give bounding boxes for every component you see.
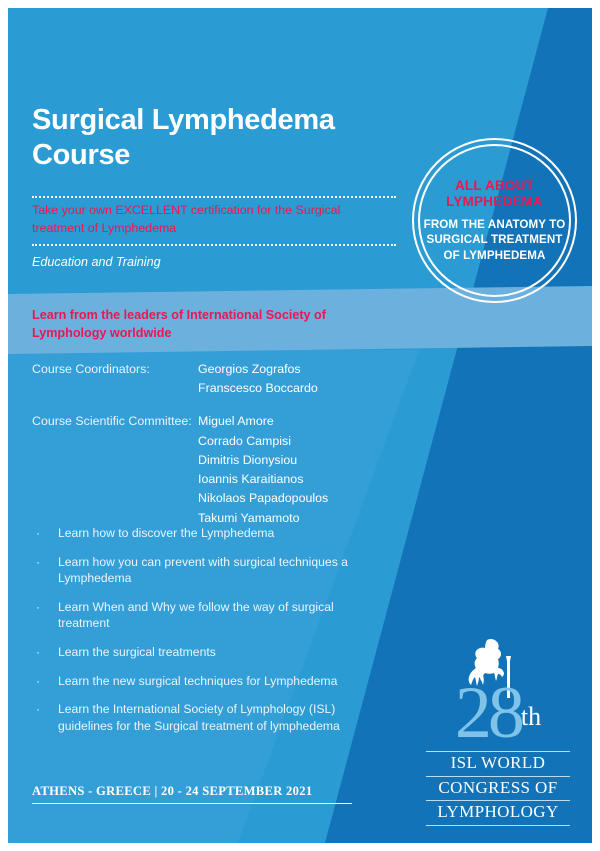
- logo-ordinal: th: [520, 702, 542, 731]
- logo-number-block: [418, 672, 578, 754]
- credit-row: [32, 360, 452, 398]
- logo-number: 28: [454, 672, 521, 754]
- list-item: [36, 599, 386, 632]
- credit-names: [198, 360, 318, 398]
- list-item: [36, 525, 386, 542]
- credit-name: Nikolaos Papadopoulos: [198, 491, 329, 506]
- learning-objectives-list: [36, 525, 386, 746]
- divider-top: [32, 196, 396, 198]
- divider-bottom: [32, 244, 396, 246]
- list-item: [36, 554, 386, 587]
- credit-row: [32, 412, 452, 527]
- list-item-text: Learn the surgical treatments: [58, 644, 216, 659]
- credit-name: Takumi Yamamoto: [198, 510, 300, 525]
- logo-text-line: LYMPHOLOGY: [426, 801, 570, 826]
- bullet-marker-icon: ·: [36, 599, 41, 614]
- list-item-text: Learn how you can prevent with surgical techniques a Lymphedema: [58, 554, 348, 586]
- all-about-lymphedema-badge: [412, 138, 577, 303]
- credit-label: Course Scientific Committee:: [32, 414, 192, 429]
- footer-location-date: ATHENS - GREECE | 20 - 24 SEPTEMBER 2021: [32, 784, 352, 804]
- badge-subtext: FROM THE ANATOMY TO SURGICAL TREATMENT OF LYMPHEDEMA: [423, 217, 566, 262]
- credit-name: Franscesco Boccardo: [198, 381, 318, 396]
- credit-name: Dimitris Dionysiou: [198, 452, 298, 467]
- credit-name: Corrado Campisi: [198, 433, 291, 448]
- logo-text-lines: [426, 751, 570, 826]
- credit-name: Ioannis Karaitianos: [198, 472, 304, 487]
- list-item-text: Learn the new surgical techniques for Lymphedema: [58, 673, 338, 688]
- credits-section: [32, 360, 452, 542]
- list-item: [36, 644, 386, 661]
- credit-name: Miguel Amore: [198, 414, 274, 429]
- bullet-marker-icon: ·: [36, 673, 41, 688]
- poster-canvas: [8, 8, 592, 843]
- list-item: [36, 673, 386, 690]
- list-item-text: Learn how to discover the Lymphedema: [58, 526, 275, 540]
- badge-headline: ALL ABOUT LYMPHEDEMA: [446, 178, 543, 210]
- logo-text-line: CONGRESS OF: [426, 777, 570, 802]
- credit-label: Course Coordinators:: [32, 362, 150, 376]
- credit-names: [198, 412, 328, 527]
- leaders-band-text: Learn from the leaders of International Society of Lymphology worldwide: [32, 308, 326, 340]
- bullet-marker-icon: ·: [36, 644, 41, 659]
- list-item-text: Learn When and Why we follow the way of surgical treatment: [58, 599, 334, 631]
- list-item: [36, 701, 386, 734]
- isl-congress-logo: [418, 638, 578, 822]
- badge-inner-ring: [418, 144, 571, 297]
- page-title: Surgical Lymphedema Course: [32, 104, 335, 172]
- list-item-text: Learn the International Society of Lymphology (ISL) guidelines for the Surgical treatment of lymphedema: [58, 702, 340, 733]
- bullet-marker-icon: ·: [36, 702, 41, 717]
- logo-text-line: ISL WORLD: [426, 751, 570, 777]
- bullet-marker-icon: ·: [36, 526, 41, 540]
- poster-eyebrow: Education and Training: [32, 255, 161, 269]
- credit-name: Georgios Zografos: [198, 362, 301, 376]
- poster-subtitle: Take your own EXCELLENT certification for the Surgical treatment of Lymphedema: [32, 203, 341, 235]
- bullet-marker-icon: ·: [36, 554, 41, 569]
